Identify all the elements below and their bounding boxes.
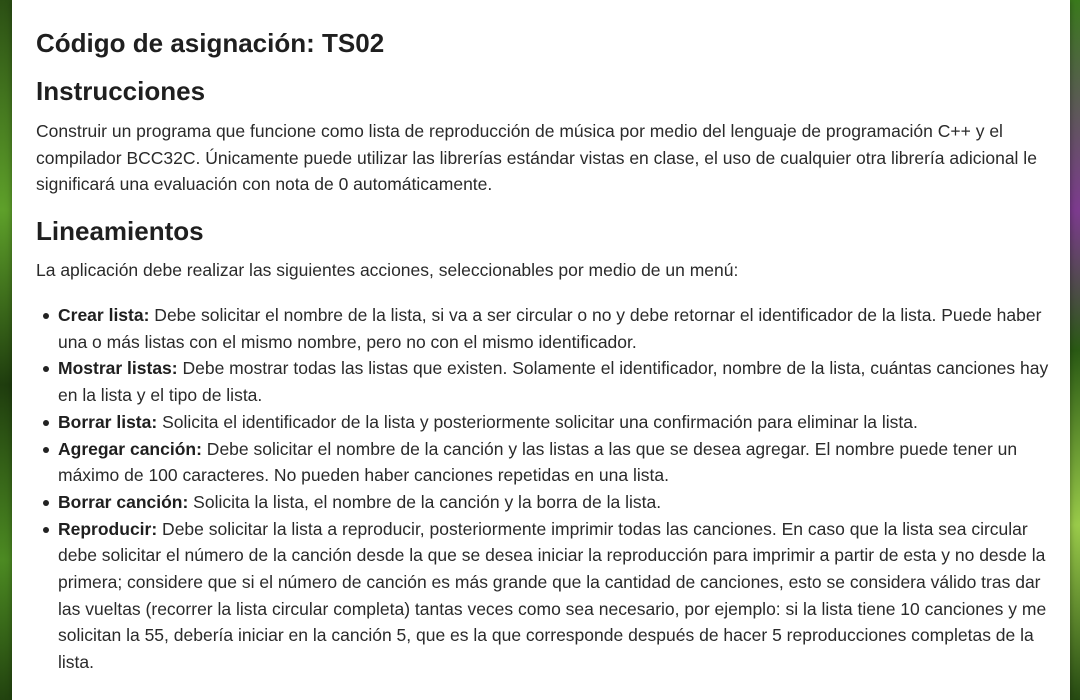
list-item-crear-lista bbox=[58, 302, 1058, 355]
item-term: Mostrar listas: bbox=[58, 358, 178, 379]
instructions-heading: Instrucciones bbox=[36, 76, 206, 106]
list-item-agregar-cancion bbox=[58, 436, 1058, 489]
list-item-borrar-lista bbox=[58, 409, 1058, 436]
item-desc: Debe solicitar la lista a reproducir, posteriormente imprimir todas las canciones. En caso que la lista sea circular debe solicitar el número de la canción desde la que se desea iniciar la reproducción para imprimir a partir de esta y no desde la primera; considere que si el número de canción es más grande que la cantidad de canciones, esto se considera válido tras dar las vueltas (recorrer la lista circular completa) tantas veces como sea necesario, por ejemplo: si la lista tiene 10 canciones y me solicitan la 55, debería iniciar en la canción 5, que es la que corresponde después de hacer 5 reproducciones completas de la lista. bbox=[58, 518, 1047, 673]
item-term: Agregar canción: bbox=[58, 438, 202, 459]
item-term: Crear lista: bbox=[58, 305, 150, 325]
list-item-borrar-cancion bbox=[58, 489, 1058, 516]
item-term: Borrar canción: bbox=[58, 491, 189, 512]
item-desc: Solicita la lista, el nombre de la canción y la borra de la lista. bbox=[188, 491, 662, 512]
list-item-reproducir bbox=[58, 516, 1058, 676]
guidelines-intro: La aplicación debe realizar las siguientes acciones, seleccionables por medio de un menú: bbox=[36, 260, 739, 280]
item-term: Borrar lista: bbox=[58, 411, 158, 432]
item-desc: Solicita el identificador de la lista y posteriormente solicitar una confirmación para eliminar la lista. bbox=[157, 411, 918, 432]
item-desc: Debe solicitar el nombre de la lista, si va a ser circular o no y debe retornar el identificador de la lista. Puede haber una o más listas con el mismo nombre, pero no con el mismo identificador. bbox=[58, 305, 1042, 352]
assignment-code-title: Código de asignación: TS02 bbox=[36, 28, 385, 58]
item-term: Reproducir: bbox=[58, 518, 158, 539]
instructions-text: Construir un programa que funcione como lista de reproducción de música por medio del lenguaje de programación C++ y el compilador BCC32C. Únicamente puede utilizar las librerías estándar vistas en clase, el uso de cualquier otra librería adicional le significará una evaluación con nota de 0 automáticamente. bbox=[36, 121, 1037, 195]
guidelines-heading: Lineamientos bbox=[36, 216, 204, 246]
list-item-mostrar-listas bbox=[58, 355, 1058, 408]
item-desc: Debe solicitar el nombre de la canción y las listas a las que se desea agregar. El nombre puede tener un máximo de 100 caracteres. No pueden haber canciones repetidas en una lista. bbox=[58, 438, 1018, 486]
document-page bbox=[12, 0, 1070, 700]
guidelines-list bbox=[36, 302, 1058, 676]
item-desc: Debe mostrar todas las listas que existen. Solamente el identificador, nombre de la lista, cuántas canciones hay en la lista y el tipo de lista. bbox=[58, 358, 1049, 406]
